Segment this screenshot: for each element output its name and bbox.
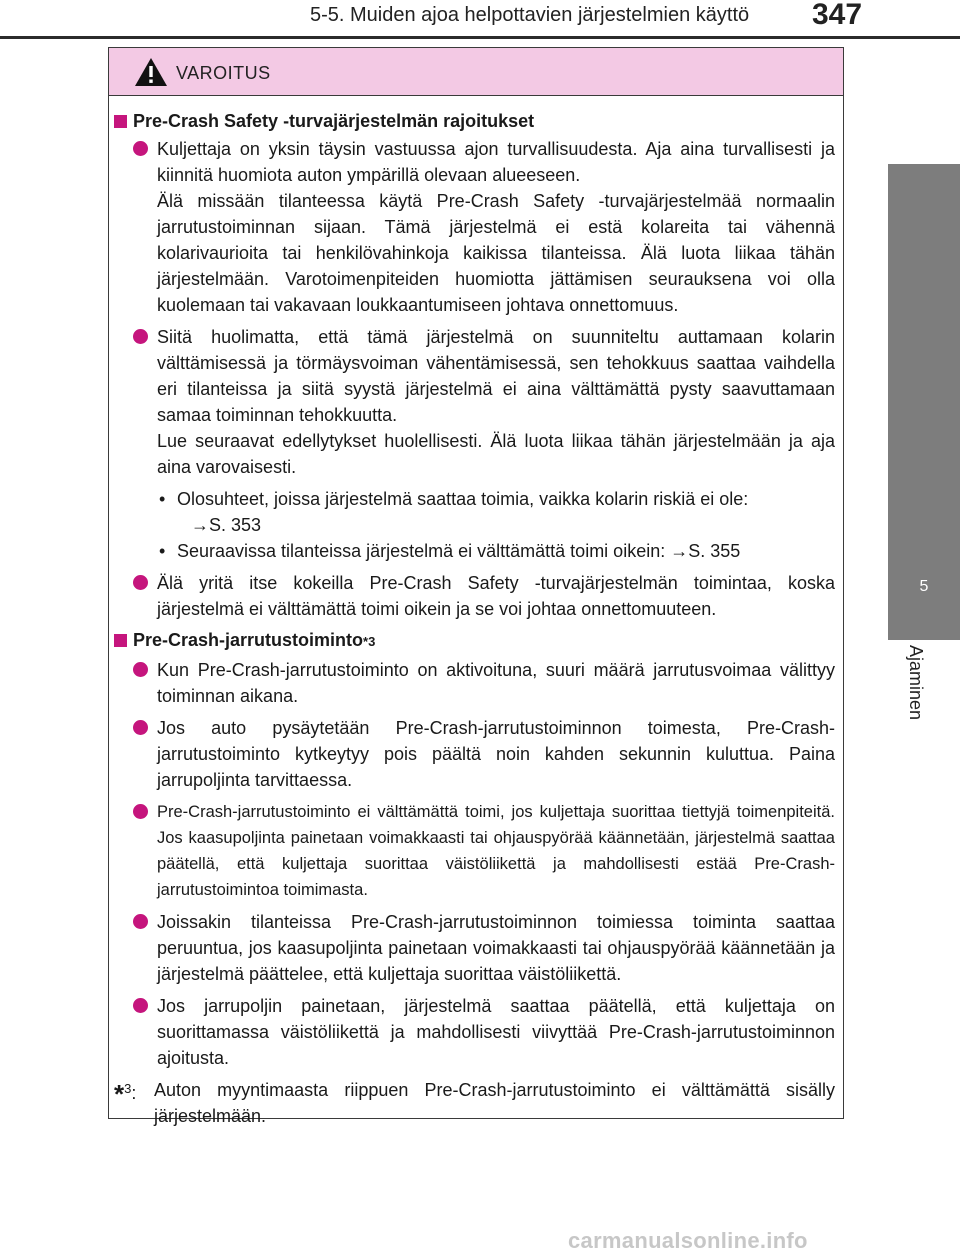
sub-list-item: [159, 538, 835, 564]
list-item: [114, 136, 835, 318]
item-paragraph: Älä yritä itse kokeilla Pre-Crash Safety -turvajärjestelmän toimintaa, koska järjestelmä ei välttämättä toimi oikein ja se voi johtaa onnettomuuteen.: [157, 573, 835, 619]
item-paragraph: Kuljettaja on yksin täysin vastuussa ajon turvallisuudesta. Aja aina turvallisesti ja kiinnitä huomiota auton ympärillä olevaan alueeseen.: [157, 139, 835, 185]
chapter-number: 5: [919, 578, 929, 595]
item-paragraph: Jos jarrupoljin painetaan, järjestelmä saattaa päätellä, että kuljettaja on suorittamassa väistöliikettä ja mahdollisesti viivyttää Pre-Crash-jarrutustoiminnon ajoitusta.: [157, 996, 835, 1068]
footnote-mark: *$^3$:: [114, 1079, 137, 1109]
dot-bullet-icon: •: [159, 489, 166, 509]
list-item: [114, 993, 835, 1071]
circle-bullet-icon: [133, 914, 148, 929]
sub-list-item: [159, 486, 835, 538]
list-item: [114, 570, 835, 622]
list-item: [114, 909, 835, 987]
item-paragraph: Siitä huolimatta, että tämä järjestelmä on suunniteltu auttamaan kolarin välttämisessä ja törmäysvoiman vähentämisessä, sen tehokkuus saattaa vaihdella eri tilanteissa ja siitä syystä järjestelmä ei aina välttämättä pysty saavuttamaan samaa toiminnan tehokkuutta.: [157, 327, 835, 425]
item-paragraph: Joissakin tilanteissa Pre-Crash-jarrutustoiminnon toimiessa toiminta saattaa peruuntua, jos kaasupoljinta painetaan voimakkaasti tai ohjauspyörää käännetään ja järjestelmä päättelee, että kuljettaja suorittaa väistöliikettä.: [157, 912, 835, 984]
dot-bullet-icon: •: [159, 541, 166, 561]
footnote: [114, 1077, 835, 1129]
section-heading-text: Pre-Crash-jarrutustoiminto: [133, 630, 364, 650]
circle-bullet-icon: [133, 141, 148, 156]
list-item: [114, 324, 835, 480]
square-bullet-icon: [114, 115, 127, 128]
page-reference-link[interactable]: →S. 353: [191, 515, 262, 535]
sub-item-text: Olosuhteet, joissa järjestelmä saattaa toimia, vaikka kolarin riskiä ei ole:: [177, 489, 749, 509]
item-paragraph: Älä missään tilanteessa käytä Pre-Crash Safety -turvajärjestelmää normaalin jarrutustoiminnan sijaan. Tämä järjestelmä ei estä kolareita tai vähennä kolarivaurioita tai henkilövahinkoja kaikissa tilanteissa. Älä luota liikaa tähän järjestelmään. Varotoimenpiteiden huomiotta jättämisen seurauksena voi olla kuolemaan tai vakavaan loukkaantumiseen johtava onnettomuus.: [157, 191, 835, 315]
circle-bullet-icon: [133, 998, 148, 1013]
page-number: 347: [812, 0, 863, 31]
warning-title: VAROITUS: [176, 63, 271, 83]
warning-body: [109, 96, 843, 1129]
warning-triangle-icon: [133, 56, 169, 88]
footnote-text: Auton myyntimaasta riippuen Pre-Crash-jarrutustoiminto ei välttämättä sisälly järjestelmään.: [154, 1080, 835, 1126]
circle-bullet-icon: [133, 804, 148, 819]
item-paragraph: Pre-Crash-jarrutustoiminto ei välttämättä toimi, jos kuljettaja suorittaa tiettyjä toimenpiteitä. Jos kaasupoljinta painetaan voimakkaasti tai ohjauspyörää käännetään, järjestelmä saattaa päätellä, että kuljettaja suorittaa väistöliikettä ja mahdollisesti estää Pre-Crash-jarrutustoimintoa toimimasta.: [157, 803, 835, 899]
circle-bullet-icon: [133, 575, 148, 590]
sub-item-text: Seuraavissa tilanteissa järjestelmä ei välttämättä toimi oikein: →S. 355: [177, 541, 741, 561]
section-title: 5-5. Muiden ajoa helpottavien järjestelmien käyttö: [310, 4, 750, 26]
square-bullet-icon: [114, 634, 127, 647]
circle-bullet-icon: [133, 662, 148, 677]
section-heading-text: Pre-Crash Safety -turvajärjestelmän rajoitukset: [133, 111, 535, 131]
section-heading: [114, 109, 835, 133]
header-rule: [0, 36, 960, 39]
section-heading: [114, 628, 835, 654]
watermark: carmanualsonline.info: [568, 1228, 808, 1253]
chapter-label: Ajaminen: [906, 645, 926, 721]
list-item: [114, 657, 835, 709]
warning-header: [109, 48, 843, 96]
item-paragraph: Jos auto pysäytetään Pre-Crash-jarrutustoiminnon toimesta, Pre-Crash-jarrutustoiminto kytkeytyy pois päältä noin kahden sekunnin kuluttua. Paina jarrupoljinta tarvittaessa.: [157, 718, 835, 790]
item-paragraph: Kun Pre-Crash-jarrutustoiminto on aktivoituna, suuri määrä jarrutusvoimaa välittyy toiminnan aikana.: [157, 660, 835, 706]
chapter-side-tab[interactable]: [888, 164, 960, 640]
item-paragraph: Lue seuraavat edellytykset huolellisesti. Älä luota liikaa tähän järjestelmään ja aja aina varovaisesti.: [157, 431, 835, 477]
warning-box: [108, 47, 844, 1126]
list-item: [114, 799, 835, 903]
circle-bullet-icon: [133, 329, 148, 344]
footnote-marker: *3: [363, 634, 376, 649]
circle-bullet-icon: [133, 720, 148, 735]
list-item: [114, 715, 835, 793]
